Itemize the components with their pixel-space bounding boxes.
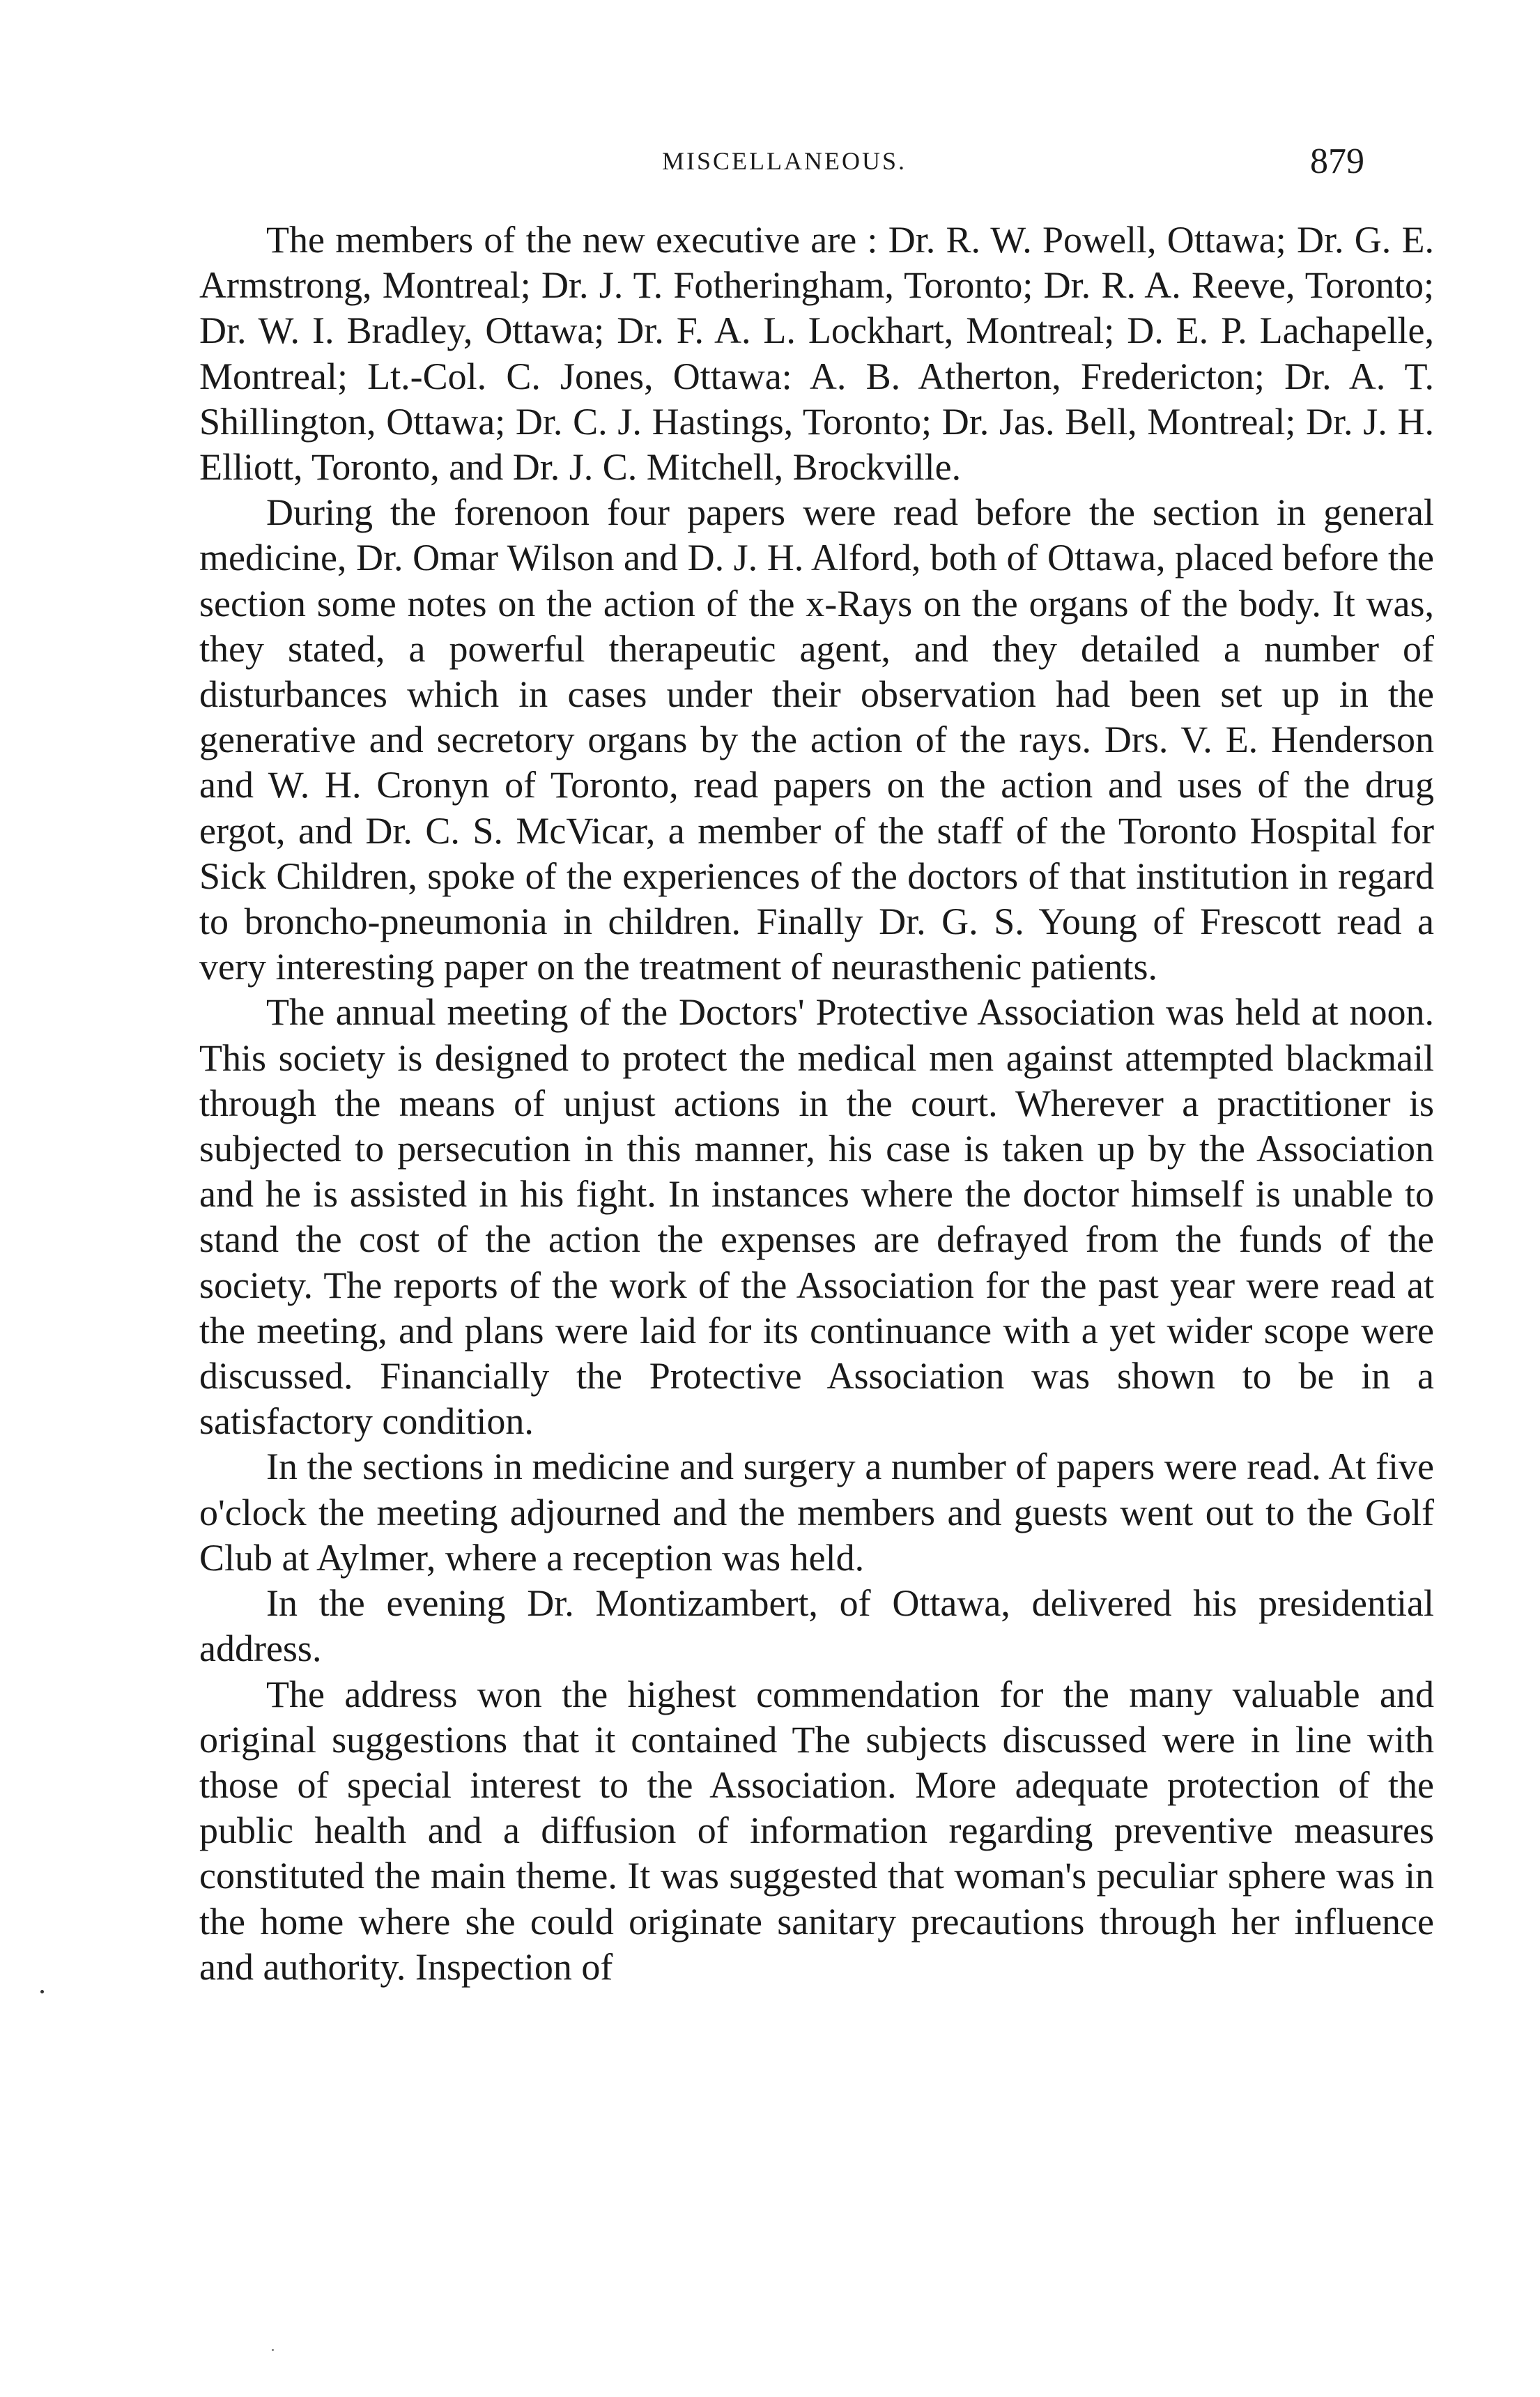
paragraph-protective-association: The annual meeting of the Doctors' Protective Association was held at noon. This society is designed to protect the medical men against attempted blackmail through the means of unjust actions in the court. Wherever a practitioner is subjected to persecution in this manner, his case is taken up by the Association and he is assisted in his fight. In instances where the doctor himself is unable to stand the cost of the action the expenses are defrayed from the funds of the society. The reports of the work of the Association for the past year were read at the meeting, and plans were laid for its continuance with a yet wider scope were discussed. Financially the Protective Association was shown to be in a satisfactory condition. — [199, 991, 1434, 1443]
running-title: MISCELLANEOUS. — [662, 147, 907, 175]
page-speck — [272, 2349, 274, 2351]
paragraph-sections-reception: In the sections in medicine and surgery a number of papers were read. At five o'clock the meeting adjourned and the members and guests went out to the Golf Club at Aylmer, where a reception was held. — [199, 1446, 1434, 1579]
paragraph-address-commendation: The address won the highest commendation for the many valuable and original suggestions that it contained The subjects discussed were in line with those of special interest to the Association. More adequate protection of the public health and a diffusion of information regarding preventive measures constituted the main theme. It was suggested that woman's peculiar sphere was in the home where she could originate sanitary precautions through her influence and authority. Inspection of — [199, 1673, 1434, 1988]
paragraph-forenoon-papers: During the forenoon four papers were read before the section in general medicine, Dr. Omar Wilson and D. J. H. Alford, both of Ottawa, placed before the section some notes on the action of the x-Rays on the organs of the body. It was, they stated, a powerful therapeutic agent, and they detailed a number of disturbances which in cases under their observation had been set up in the generative and secretory organs by the action of the rays. Drs. V. E. Henderson and W. H. Cronyn of Toronto, read papers on the action and uses of the drug ergot, and Dr. C. S. McVicar, a member of the staff of the Toronto Hospital for Sick Children, spoke of the experiences of the doctors of that institution in regard to broncho-pneumonia in children. Finally Dr. G. S. Young of Frescott read a very interesting paper on the treatment of neurasthenic patients. — [199, 491, 1434, 988]
paragraph-executive-members: The members of the new executive are : Dr. R. W. Powell, Ottawa; Dr. G. E. Armstrong, Montreal; Dr. J. T. Fotheringham, Toronto; Dr. R. A. Reeve, Toronto; Dr. W. I. Bradley, Ottawa; Dr. F. A. L. Lockhart, Montreal; D. E. P. Lachapelle, Montreal; Lt.-Col. C. Jones, Ottawa: A. B. Atherton, Fredericton; Dr. A. T. Shillington, Ottawa; Dr. C. J. Hastings, Toronto; Dr. Jas. Bell, Montreal; Dr. J. H. Elliott, Toronto, and Dr. J. C. Mitchell, Brockville. — [199, 219, 1434, 489]
page-number: 879 — [1310, 141, 1364, 181]
margin-ink-mark — [40, 1990, 44, 1993]
body-text — [199, 217, 1434, 1990]
paragraph-presidential-address: In the evening Dr. Montizambert, of Ottawa, delivered his presidential address. — [199, 1582, 1434, 1670]
